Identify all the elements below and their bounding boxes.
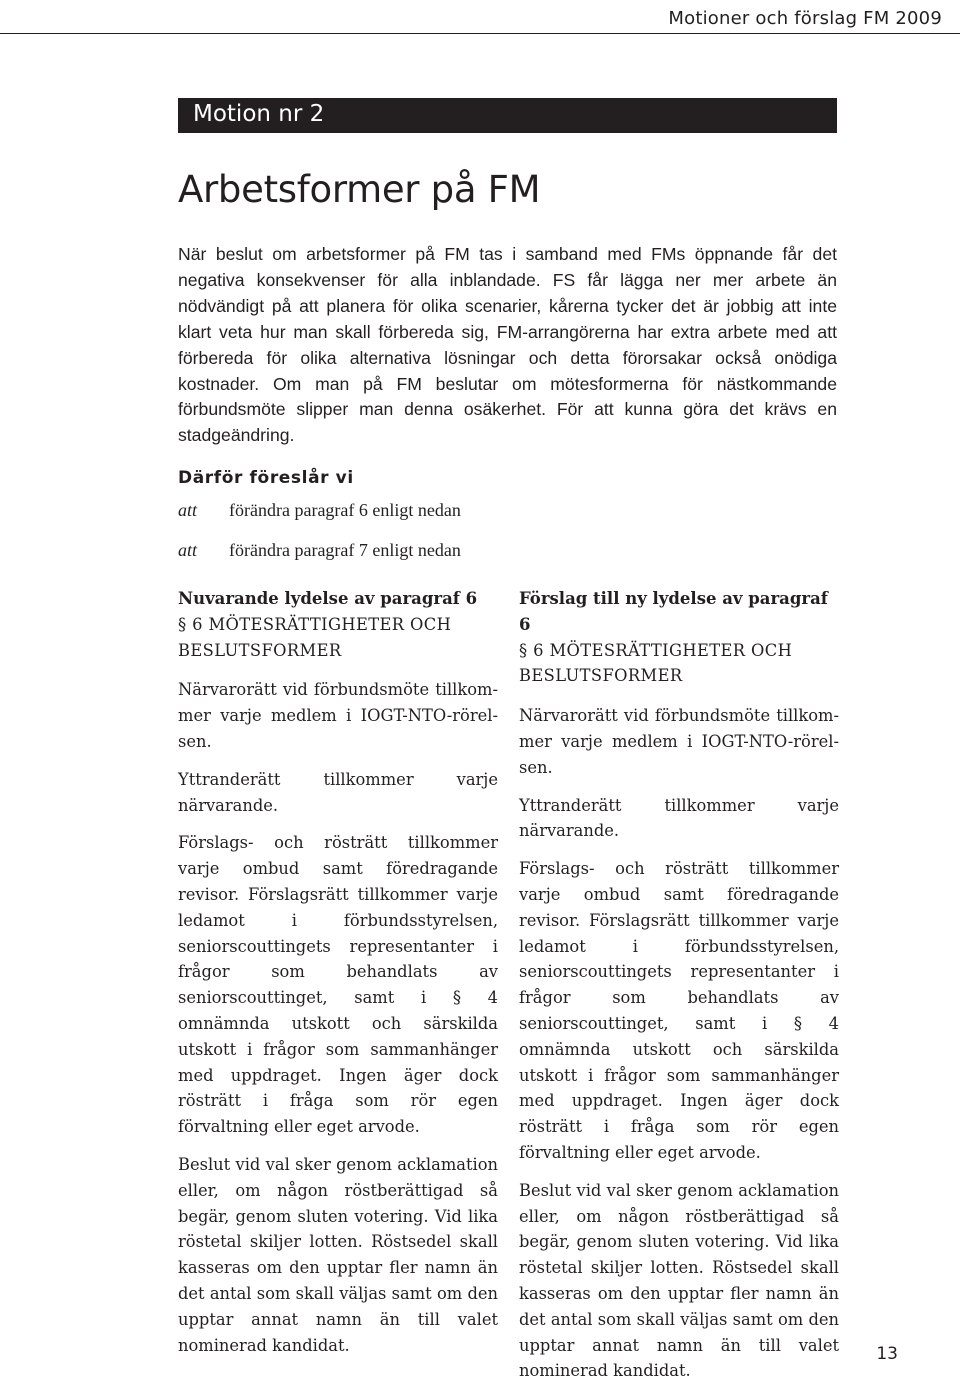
proposal-item-prefix: att [178, 500, 198, 520]
proposal-item-text: förändra paragraf 6 enligt nedan [229, 500, 461, 520]
proposed-paragraph: Beslut vid val sker genom acklamation eller, om någon röstberättigad så begär, genom sluten votering. Vid lika röstetal skiljer lotten. Röstsedel skall kasseras om den upptar fler namn än det antal som skall väljas samt om den upptar annat namn än till valet nominerad kandidat. [519, 1180, 839, 1381]
proposed-paragraph: Närvarorätt vid förbundsmöte tillkommer varje medlem i IOGT-NTO-rörelsen. [519, 706, 839, 777]
proposal-item-text: förändra paragraf 7 enligt nedan [229, 540, 461, 560]
current-paragraph: Yttranderätt tillkommer varje närvarande. [178, 769, 498, 815]
proposed-wording-heading: Förslag till ny lydelse av paragraf 6 [519, 589, 828, 634]
running-header: Motioner och förslag FM 2009 [668, 8, 942, 29]
header-divider [0, 33, 960, 34]
current-paragraph: Närvarorätt vid förbundsmöte tillkommer varje medlem i IOGT-NTO-rörelsen. [178, 680, 498, 751]
proposed-wording-column [519, 586, 839, 1384]
current-wording-heading: Nuvarande lydelse av paragraf 6 [178, 589, 478, 608]
proposed-section-title: § 6 MÖTESRÄTTIGHETER OCH BESLUTSFORMER [519, 640, 793, 686]
motion-banner [178, 98, 837, 133]
motion-number: Motion nr 2 [193, 101, 325, 127]
current-paragraph: Beslut vid val sker genom acklamation eller, om någon röstberättigad så begär, genom sluten votering. Vid lika röstetal skiljer lotten. Röstsedel skall kasseras om den upptar fler namn än det antal som skall väljas samt om den upptar annat namn än till valet nominerad kandidat. [178, 1154, 498, 1355]
page-title: Arbetsformer på FM [178, 168, 541, 211]
proposed-paragraph: Förslags- och rösträtt tillkommer varje ombud samt föredragande revisor. Förslagsrätt tillkommer varje ledamot i förbundsstyrelsen, seniorscouttingets representanter i frågor som behandlats av seniorscouttinget, samt i § 4 omnämnda utskott och särskilda utskott i frågor som sammanhänger med uppdraget. Ingen äger dock rösträtt i fråga som rör egen förvaltning eller eget arvode. [519, 859, 839, 1162]
proposal-item-prefix: att [178, 540, 198, 560]
proposed-paragraph: Yttranderätt tillkommer varje närvarande. [519, 795, 839, 841]
current-section-title: § 6 MÖTESRÄTTIGHETER OCH BESLUTSFORMER [178, 614, 452, 660]
page-number: 13 [876, 1344, 898, 1364]
current-paragraph: Förslags- och rösträtt tillkommer varje ombud samt föredragande revisor. Förslagsrätt tillkommer varje ledamot i förbundsstyrelsen, seniorscouttingets representanter i frågor som behandlats av seniorscouttinget, samt i § 4 omnämnda utskott och särskilda utskott i frågor som sammanhänger med uppdraget. Ingen äger dock rösträtt i fråga som rör egen förvaltning eller eget arvode. [178, 833, 498, 1137]
proposal-heading: Därför föreslår vi [178, 468, 354, 488]
current-wording-column [178, 586, 498, 1358]
intro-paragraph: När beslut om arbetsformer på FM tas i samband med FMs öppnande får det negativa konsekvenser för alla inblandade. FS får lägga ner mer arbete än nödvändigt på att planera för olika scenarier, kårerna tycker det är jobbig att inte klart veta hur man skall förbereda sig, FM-arrangörerna har extra arbete med att förbereda för olika alternativa lösningar och detta förorsakar också onödiga kostnader. Om man på FM beslutar om mötesformerna för nästkommande förbundsmöte slipper man denna osäkerhet. För att kunna göra det krävs en stadgeändring. [178, 244, 837, 446]
